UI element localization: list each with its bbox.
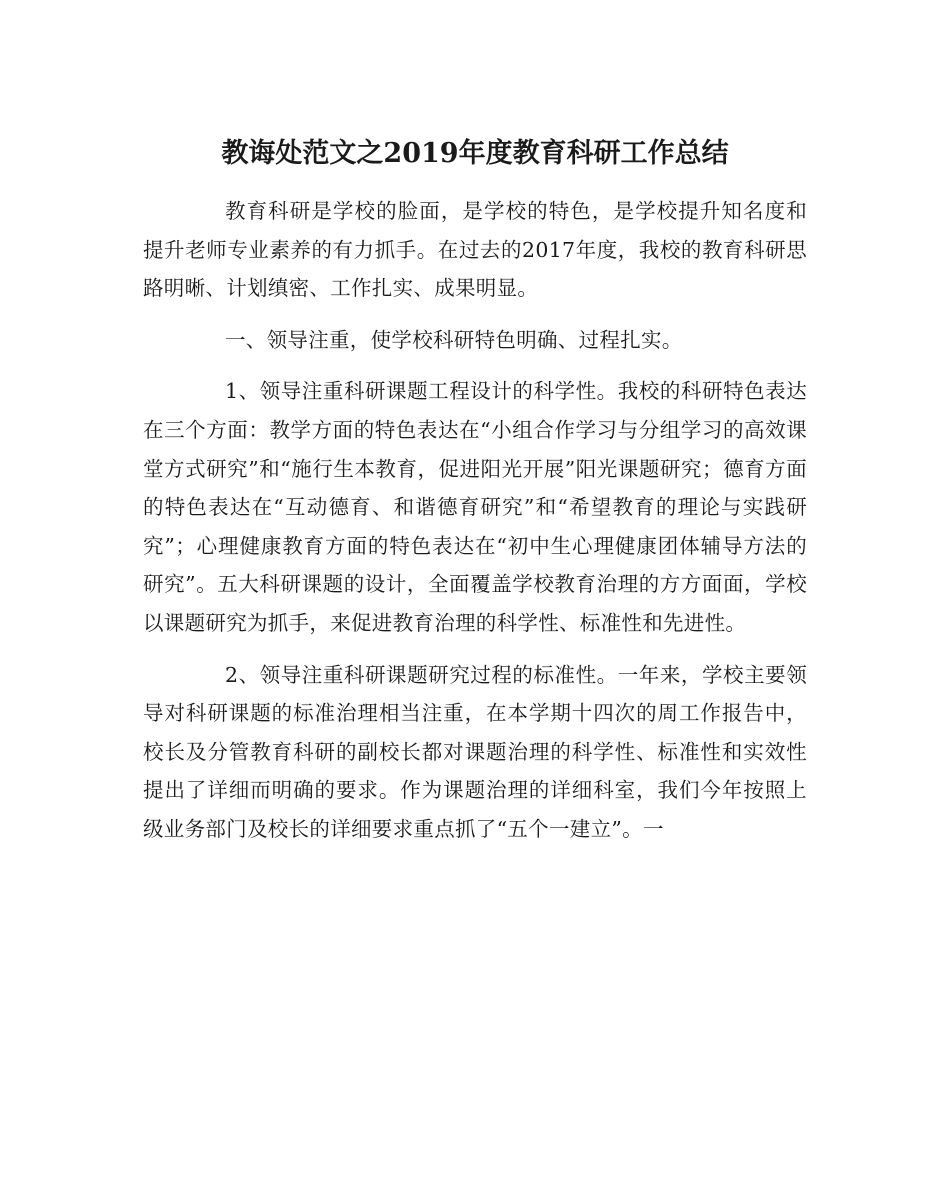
paragraph-item-1: 1、领导注重科研课题工程设计的科学性。我校的科研特色表达在三个方面：教学方面的特色表达在“小组合作学习与分组学习的高效课堂方式研究”和“施行生本教育，促进阳光开展”阳光课题研究；德育方面的特色表达在“互动德育、和谐德育研究”和“希望教育的理论与实践研究”；心理健康教育方面的特色表达在“初中生心理健康团体辅导方法的研究”。五大科研课题的设计，全面覆盖学校教育治理的方方面面，学校以课题研究为抓手，来促进教育治理的科学性、标准性和先进性。: [143, 379, 807, 635]
paragraph-spacer: [143, 643, 807, 656]
document-body: [143, 192, 807, 849]
paragraph-spacer: [143, 359, 807, 372]
paragraph-intro: 教育科研是学校的脸面，是学校的特色，是学校提升知名度和提升老师专业素养的有力抓手。在过去的2017年度，我校的教育科研思路明晰、计划缜密、工作扎实、成果明显。: [143, 199, 807, 301]
document-title: 教诲处范文之2019年度教育科研工作总结: [221, 138, 729, 169]
paragraph-spacer: [143, 308, 807, 321]
paragraph-section-heading: 一、领导注重，使学校科研特色明确、过程扎实。: [225, 327, 683, 352]
paragraph-item-2: 2、领导注重科研课题研究过程的标准性。一年来，学校主要领导对科研课题的标准治理相当注重，在本学期十四次的周工作报告中，校长及分管教育科研的副校长都对课题治理的科学性、标准性和实效性提出了详细而明确的要求。作为课题治理的详细科室，我们今年按照上级业务部门及校长的详细要求重点抓了“五个一建立”。一: [143, 662, 807, 841]
